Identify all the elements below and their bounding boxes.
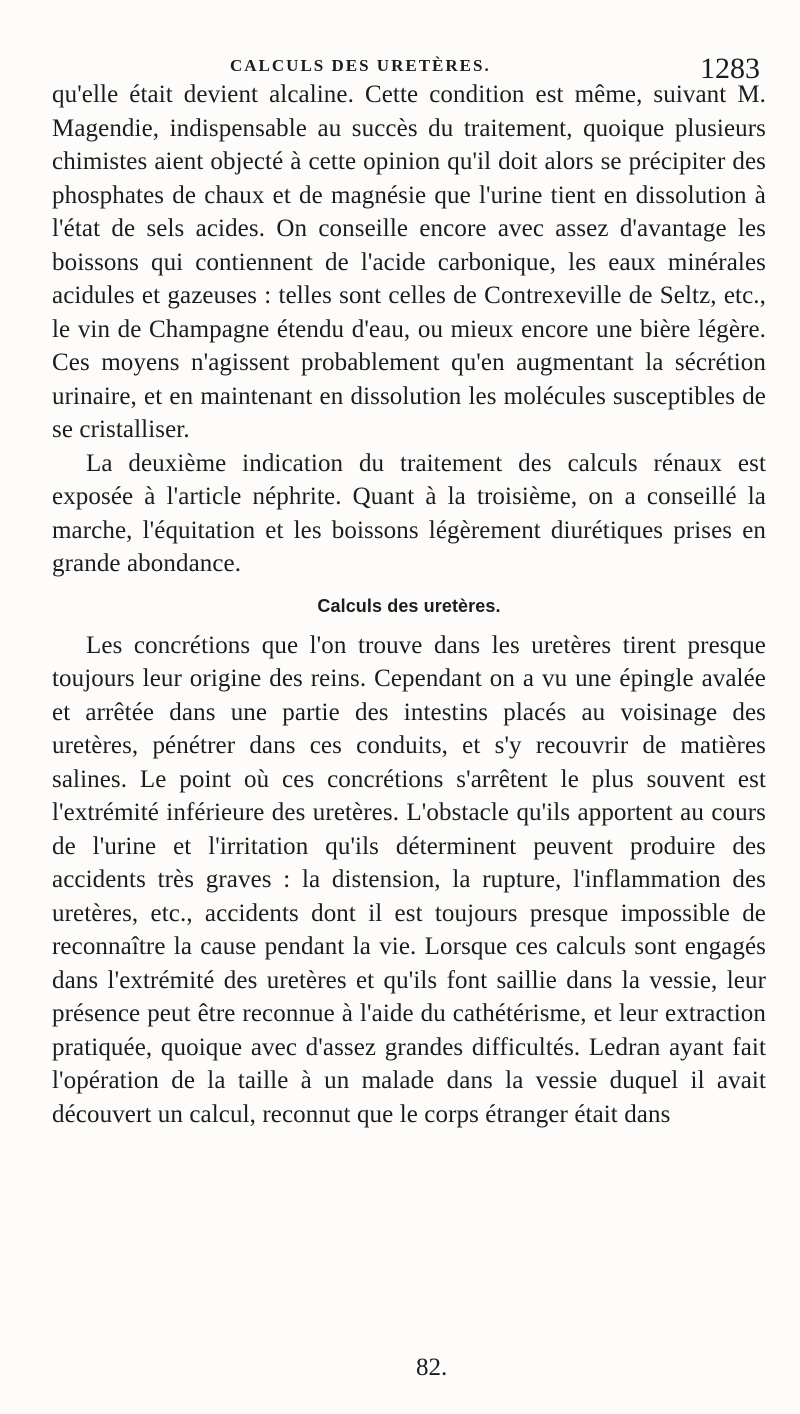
body-text <box>52 78 766 1131</box>
paragraph-ureter-calculi: Les concrétions que l'on trouve dans les uretères tirent presque toujours leur origine des reins. Cependant on a vu une épingle avalée et arrêtée dans une partie des intestins placés au voisinage des uretères, pénétrer dans ces conduits, et s'y recouvrir de matières salines. Le point où ces concrétions s'arrêtent le plus souvent est l'extrémité inférieure des uretères. L'obstacle qu'ils apportent au cours de l'urine et l'irritation qu'ils déterminent peuvent produire des accidents très graves : la distension, la rupture, l'inflammation des uretères, etc., accidents dont il est toujours presque impossible de reconnaître la cause pendant la vie. Lorsque ces calculs sont engagés dans l'extrémité des uretères et qu'ils font saillie dans la vessie, leur présence peut être reconnue à l'aide du cathétérisme, et leur extraction pratiquée, quoique avec d'assez grandes difficultés. Ledran ayant fait l'opération de la taille à un malade dans la vessie duquel il avait découvert un calcul, reconnut que le corps étranger était dans <box>52 631 766 1128</box>
section-heading: Calculs des uretères. <box>317 595 501 616</box>
signature-mark: 82. <box>416 1354 448 1381</box>
paragraph-continuation: qu'elle était devient alcaline. Cette condition est même, suivant M. Magendie, indispensable au succès du traitement, quoique plusieurs chimistes aient objecté à cette opinion qu'il doit alors se précipiter des phosphates de chaux et de magnésie que l'urine tient en dissolution à l'état de sels acides. On conseille encore avec assez d'avantage les boissons qui contiennent de l'acide carbonique, les eaux minérales acidules et gazeuses : telles sont celles de Contrexeville de Seltz, etc., le vin de Champagne étendu d'eau, ou mieux encore une bière légère. Ces moyens n'agissent probablement qu'en augmentant la sécrétion urinaire, et en maintenant en dissolution les molécules susceptibles de se cristalliser. <box>52 81 766 443</box>
running-title: CALCULS DES URETÈRES. <box>230 56 491 75</box>
page-number: 1283 <box>700 52 760 85</box>
paragraph-treatment-indications: La deuxième indication du traitement des calculs rénaux est exposée à l'article néphrite. Quant à la troisième, on a conseillé la marche, l'équitation et les boissons légèrement diurétiques prises en grande abondance. <box>52 449 766 577</box>
